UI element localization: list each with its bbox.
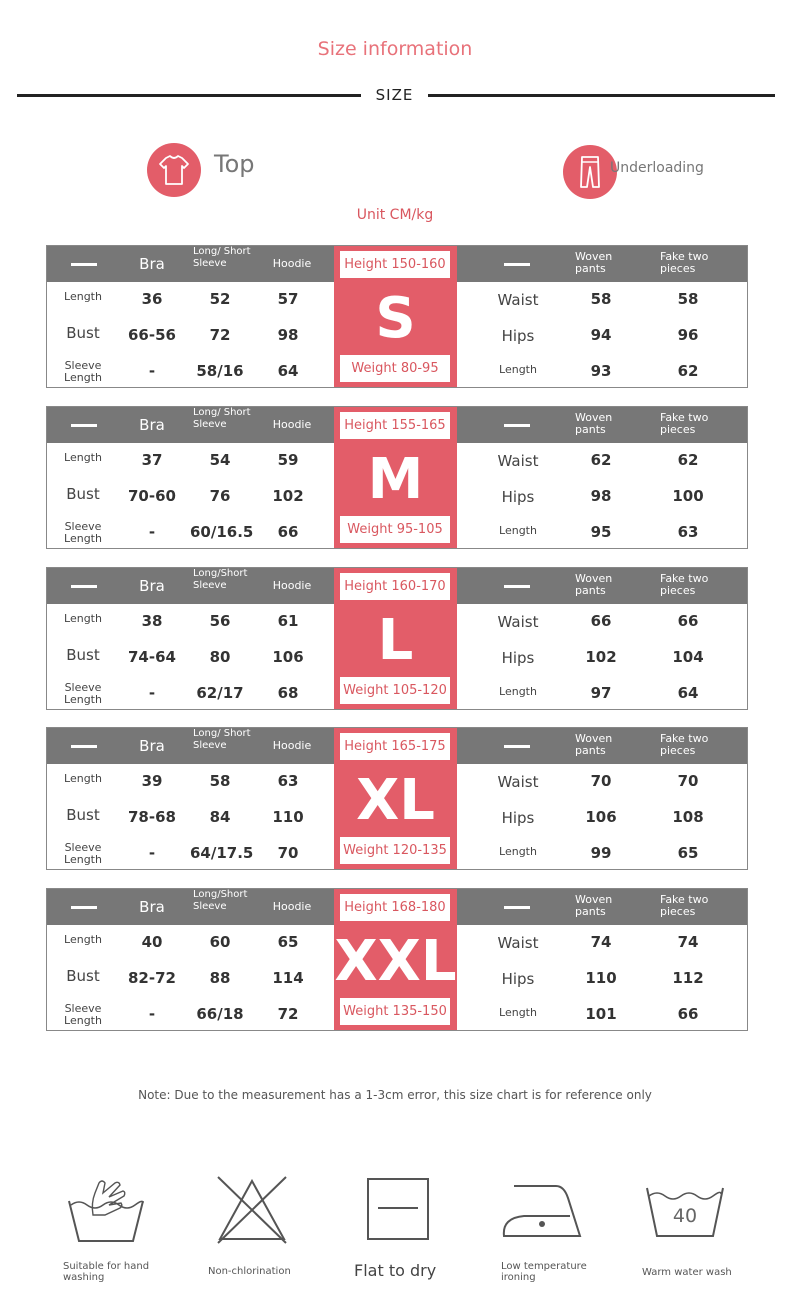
row-label: Waist (497, 452, 539, 470)
cell-sleeve: 58/16 (196, 362, 244, 380)
cell-sleeve: 62/17 (196, 684, 244, 702)
header-hoodie: Hoodie (272, 257, 312, 270)
no-bleach-icon (216, 1175, 288, 1245)
cell-woven: 97 (590, 684, 612, 702)
care-label-flat-dry: Flat to dry (354, 1261, 437, 1280)
row-label: Length (499, 685, 537, 698)
dash-icon (504, 745, 530, 748)
cell-bra: 36 (141, 290, 163, 308)
cell-fake: 65 (677, 844, 699, 862)
cell-bra: - (148, 844, 156, 862)
divider-left (17, 94, 361, 97)
header-bra: Bra (139, 416, 165, 434)
row-label: Hips (501, 488, 535, 506)
row-label: Length (64, 772, 102, 785)
cell-woven: 62 (590, 451, 612, 469)
cell-fake: 112 (672, 969, 704, 987)
header-hoodie: Hoodie (272, 739, 312, 752)
cell-fake: 104 (672, 648, 704, 666)
cell-fake: 58 (677, 290, 699, 308)
cell-woven: 70 (590, 772, 612, 790)
cell-hoodie: 68 (277, 684, 299, 702)
dash-icon (71, 424, 97, 427)
row-label: Hips (501, 327, 535, 345)
cell-hoodie: 106 (272, 648, 304, 666)
cell-fake: 74 (677, 933, 699, 951)
cell-hoodie: 66 (277, 523, 299, 541)
cell-sleeve: 60/16.5 (190, 523, 254, 541)
cell-fake: 96 (677, 326, 699, 344)
cell-hoodie: 64 (277, 362, 299, 380)
header-fake: Fake two pieces (660, 893, 709, 918)
row-label: Sleeve Length (64, 359, 102, 384)
header-hoodie: Hoodie (272, 418, 312, 431)
cell-bra: 38 (141, 612, 163, 630)
cell-bra: 78-68 (128, 808, 176, 826)
header-fake: Fake two pieces (660, 411, 709, 436)
size-letter: XXL (334, 929, 457, 994)
row-label: Bust (66, 324, 100, 342)
weight-range: Weight 135-150 (340, 998, 450, 1025)
row-label: Hips (501, 970, 535, 988)
cell-bra: - (148, 1005, 156, 1023)
height-range: Height 168-180 (340, 894, 450, 921)
flat-dry-icon (366, 1177, 430, 1241)
size-badge (334, 407, 457, 548)
care-label-hand-wash: Suitable for hand washing (63, 1261, 150, 1283)
wash-40-icon (645, 1184, 725, 1240)
divider-right (428, 94, 775, 97)
header-woven: Woven pants (575, 732, 613, 757)
row-label: Length (64, 612, 102, 625)
page-title: Size information (317, 38, 473, 60)
dash-icon (71, 263, 97, 266)
size-letter: M (367, 447, 424, 512)
header-fake: Fake two pieces (660, 250, 709, 275)
cell-hoodie: 57 (277, 290, 299, 308)
cell-bra: - (148, 362, 156, 380)
cell-hoodie: 65 (277, 933, 299, 951)
unit-label: Unit CM/kg (356, 207, 434, 223)
header-woven: Woven pants (575, 572, 613, 597)
cell-bra: 39 (141, 772, 163, 790)
cell-fake: 63 (677, 523, 699, 541)
header-fake: Fake two pieces (660, 732, 709, 757)
height-range: Height 165-175 (340, 733, 450, 760)
cell-sleeve: 54 (209, 451, 231, 469)
cell-bra: - (148, 523, 156, 541)
weight-range: Weight 105-120 (340, 677, 450, 704)
row-label: Bust (66, 646, 100, 664)
cell-woven: 66 (590, 612, 612, 630)
dash-icon (504, 263, 530, 266)
cell-sleeve: 76 (209, 487, 231, 505)
cell-sleeve: 64/17.5 (190, 844, 254, 862)
cell-woven: 58 (590, 290, 612, 308)
care-label-no-bleach: Non-chlorination (208, 1266, 291, 1277)
row-label: Waist (497, 291, 539, 309)
care-label-warm-wash: Warm water wash (642, 1267, 732, 1278)
divider-label: SIZE (375, 86, 414, 104)
cell-sleeve: 52 (209, 290, 231, 308)
cell-sleeve: 72 (209, 326, 231, 344)
cell-woven: 98 (590, 487, 612, 505)
dash-icon (71, 745, 97, 748)
row-label: Length (64, 290, 102, 303)
cell-sleeve: 80 (209, 648, 231, 666)
header-fake: Fake two pieces (660, 572, 709, 597)
header-woven: Woven pants (575, 411, 613, 436)
row-label: Length (499, 1006, 537, 1019)
header-woven: Woven pants (575, 250, 613, 275)
cell-sleeve: 56 (209, 612, 231, 630)
weight-range: Weight 95-105 (340, 516, 450, 543)
size-table-xxl (46, 888, 748, 1031)
cell-woven: 101 (585, 1005, 617, 1023)
header-bra: Bra (139, 255, 165, 273)
header-woven: Woven pants (575, 893, 613, 918)
cell-hoodie: 59 (277, 451, 299, 469)
cell-bra: 70-60 (128, 487, 176, 505)
disclaimer-note: Note: Due to the measurement has a 1-3cm error, this size chart is for reference only (138, 1088, 652, 1102)
cell-bra: 82-72 (128, 969, 176, 987)
cell-sleeve: 60 (209, 933, 231, 951)
cell-bra: - (148, 684, 156, 702)
cell-sleeve: 84 (209, 808, 231, 826)
height-range: Height 160-170 (340, 573, 450, 600)
size-badge (334, 246, 457, 387)
row-label: Waist (497, 773, 539, 791)
weight-range: Weight 80-95 (340, 355, 450, 382)
cell-woven: 74 (590, 933, 612, 951)
row-label: Length (64, 451, 102, 464)
cell-fake: 62 (677, 362, 699, 380)
size-badge (334, 889, 457, 1030)
size-table-xl (46, 727, 748, 870)
row-label: Sleeve Length (64, 841, 102, 866)
cell-bra: 66-56 (128, 326, 176, 344)
cell-fake: 64 (677, 684, 699, 702)
wash-temperature: 40 (672, 1205, 698, 1227)
dash-icon (71, 585, 97, 588)
cell-sleeve: 88 (209, 969, 231, 987)
dash-icon (504, 906, 530, 909)
row-label: Bust (66, 485, 100, 503)
header-hoodie: Hoodie (272, 900, 312, 913)
header-bra: Bra (139, 898, 165, 916)
low-iron-icon (500, 1180, 584, 1240)
row-label: Bust (66, 806, 100, 824)
cell-fake: 62 (677, 451, 699, 469)
cell-hoodie: 110 (272, 808, 304, 826)
header-bra: Bra (139, 577, 165, 595)
row-label: Hips (501, 809, 535, 827)
header-sleeve: Long/ Short Sleeve (193, 407, 251, 430)
size-letter: S (375, 286, 416, 351)
row-label: Length (64, 933, 102, 946)
cell-fake: 66 (677, 1005, 699, 1023)
cell-woven: 95 (590, 523, 612, 541)
size-badge (334, 728, 457, 869)
dash-icon (504, 424, 530, 427)
size-letter: L (377, 608, 414, 673)
cell-bra: 40 (141, 933, 163, 951)
cell-fake: 70 (677, 772, 699, 790)
cell-hoodie: 61 (277, 612, 299, 630)
dash-icon (504, 585, 530, 588)
row-label: Hips (501, 649, 535, 667)
row-label: Length (499, 845, 537, 858)
height-range: Height 150-160 (340, 251, 450, 278)
header-bra: Bra (139, 737, 165, 755)
cell-fake: 100 (672, 487, 704, 505)
row-label: Sleeve Length (64, 1002, 102, 1027)
size-letter: XL (356, 768, 435, 833)
care-label-low-iron: Low temperature ironing (501, 1261, 587, 1283)
cell-hoodie: 72 (277, 1005, 299, 1023)
row-label: Bust (66, 967, 100, 985)
category-top-label: Top (214, 150, 255, 178)
cell-bra: 37 (141, 451, 163, 469)
size-table-l (46, 567, 748, 710)
category-bottom-label: Underloading (610, 160, 704, 176)
size-table-s (46, 245, 748, 388)
header-sleeve: Long/ Short Sleeve (193, 728, 251, 751)
row-label: Waist (497, 613, 539, 631)
tshirt-icon (147, 143, 201, 197)
header-sleeve: Long/ Short Sleeve (193, 246, 251, 269)
cell-bra: 74-64 (128, 648, 176, 666)
weight-range: Weight 120-135 (340, 837, 450, 864)
header-sleeve: Long/Short Sleeve (193, 568, 248, 591)
row-label: Length (499, 524, 537, 537)
row-label: Sleeve Length (64, 681, 102, 706)
row-label: Waist (497, 934, 539, 952)
row-label: Sleeve Length (64, 520, 102, 545)
cell-sleeve: 58 (209, 772, 231, 790)
cell-woven: 99 (590, 844, 612, 862)
header-sleeve: Long/Short Sleeve (193, 889, 248, 912)
pants-icon (563, 145, 617, 199)
row-label: Length (499, 363, 537, 376)
cell-woven: 94 (590, 326, 612, 344)
cell-sleeve: 66/18 (196, 1005, 244, 1023)
hand-wash-icon (65, 1175, 147, 1247)
height-range: Height 155-165 (340, 412, 450, 439)
cell-fake: 108 (672, 808, 704, 826)
cell-hoodie: 63 (277, 772, 299, 790)
cell-woven: 93 (590, 362, 612, 380)
cell-hoodie: 114 (272, 969, 304, 987)
cell-hoodie: 70 (277, 844, 299, 862)
cell-woven: 102 (585, 648, 617, 666)
size-badge (334, 568, 457, 709)
cell-hoodie: 102 (272, 487, 304, 505)
cell-fake: 66 (677, 612, 699, 630)
dash-icon (71, 906, 97, 909)
cell-hoodie: 98 (277, 326, 299, 344)
size-table-m (46, 406, 748, 549)
header-hoodie: Hoodie (272, 579, 312, 592)
cell-woven: 106 (585, 808, 617, 826)
cell-woven: 110 (585, 969, 617, 987)
